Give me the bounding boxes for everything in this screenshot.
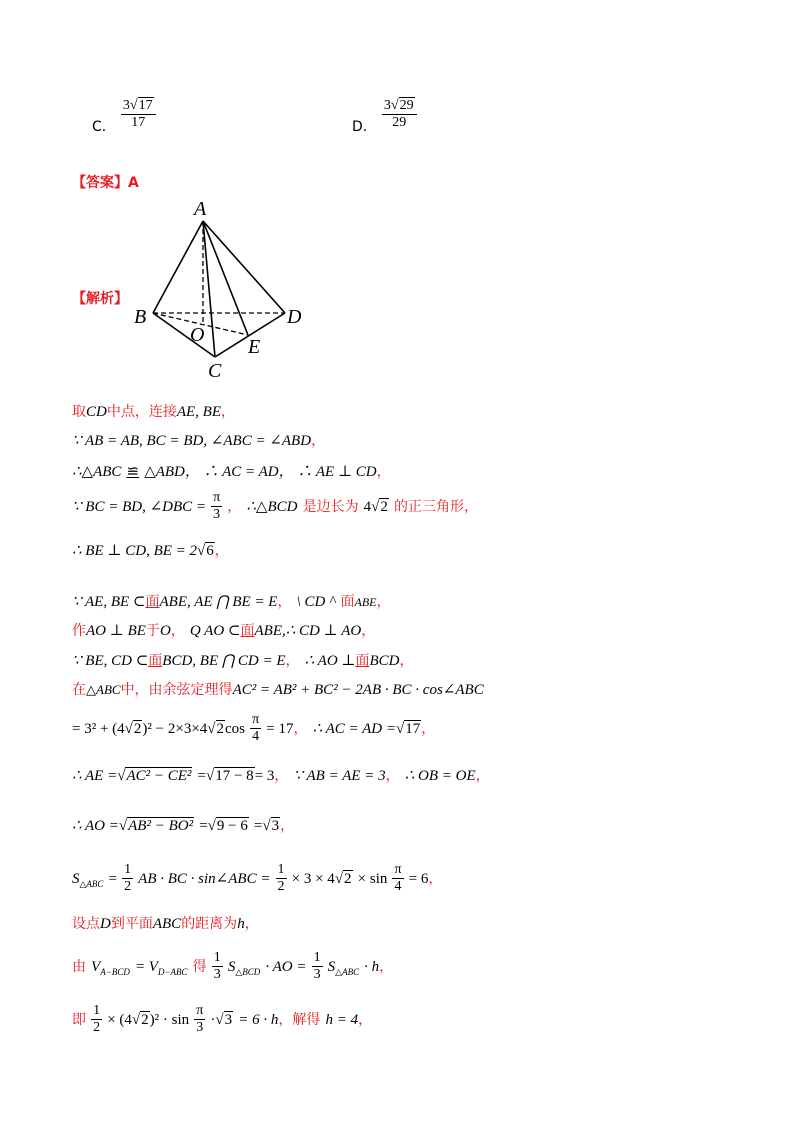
label-a: A (194, 198, 207, 220)
solution-line-12: ∴ AO =√AB² − BO² =√9 − 6 =√3， (72, 818, 295, 834)
solution-line-9: 在△ABC中，由余弦定理得AC² = AB² + BC² − 2AB · BC · cos∠ABC (72, 682, 484, 698)
solution-line-3: ∴△ABC ≌ △ABD， ∴ AC = AD， ∴ AE ⊥ CD， (72, 464, 391, 480)
edge-ab (153, 221, 203, 313)
edge-ad (203, 221, 285, 313)
answer-line (72, 172, 139, 192)
solution-line-16: 即 $\frac{1}{2}$ × (4√2)² · sin $\frac{\pi}{3}$ ·√3 = 6 · h，解得 h = 4， (72, 1003, 373, 1035)
solution-line-6: ∵ AE, BE ⊂面ABE, AE ⋂ BE = E， \ CD ^ 面ABE， (72, 594, 391, 610)
label-o: O (190, 324, 205, 346)
option-d-fraction: $\frac{3√29}{29}$ (382, 98, 417, 131)
solution-line-5: ∴ BE ⊥ CD, BE = 2√6， (72, 543, 229, 559)
label-b: B (134, 306, 147, 328)
option-c-label: C． (92, 119, 116, 135)
solution-line-13: $S_{\triangle ABC}$ = $\frac{1}{2}$ AB · BC · sin∠ABC = $\frac{1}{2}$ × 3 × 4√2 × sin $\frac{\pi}{4}$ = 6， (72, 862, 443, 894)
solution-line-8: ∵ BE, CD ⊂面BCD, BE ⋂ CD = E， ∴ AO ⊥面BCD， (72, 653, 414, 669)
answer-tag: 【答案】 (72, 175, 128, 191)
analysis-tag: 【解析】 (72, 291, 128, 307)
option-d (352, 98, 417, 135)
tetrahedron-figure (130, 195, 310, 385)
solution-line-1: 取CD中点，连接AE, BE， (72, 404, 235, 420)
label-d: D (287, 306, 302, 328)
solution-line-2: ∵ AB = AB, BC = BD, ∠ABC = ∠ABD， (72, 433, 326, 449)
option-c-fraction: $\frac{3√17}{17}$ (121, 98, 156, 131)
label-e: E (248, 336, 261, 358)
solution-line-4: ∵ BC = BD, ∠DBC = $\frac{\pi}{3}$ ， ∴△BCD 是边长为 4√2 的正三角形， (72, 490, 478, 522)
solution-line-10: = 3² + (4√2)² − 2×3×4√2cos $\frac{\pi}{4}$ = 17， ∴ AC = AD =√17， (72, 712, 436, 744)
solution-line-14: 设点D到平面ABC的距离为h， (72, 916, 259, 932)
option-c (92, 98, 156, 135)
answer-value: A (128, 175, 139, 191)
edge-bc (153, 313, 215, 357)
solution-line-7: 作AO ⊥ BE于O， Q AO ⊂面ABE,∴ CD ⊥ AO， (72, 623, 376, 639)
edge-ac (203, 221, 215, 357)
solution-line-15: 由 $V_{A-BCD} = V_{D-ABC}$ 得 $\frac{1}{3}$ $S_{\triangle BCD}$ · AO = $\frac{1}{3}$ $S_{\triangle ABC} \cdot h$， (72, 950, 394, 982)
edge-ae (203, 221, 248, 335)
option-d-label: D． (352, 119, 377, 135)
solution-line-11: ∴ AE =√AC² − CE² =√17 − 8= 3， ∵ AB = AE = 3， ∴ OB = OE， (72, 768, 490, 784)
label-c: C (208, 360, 222, 382)
